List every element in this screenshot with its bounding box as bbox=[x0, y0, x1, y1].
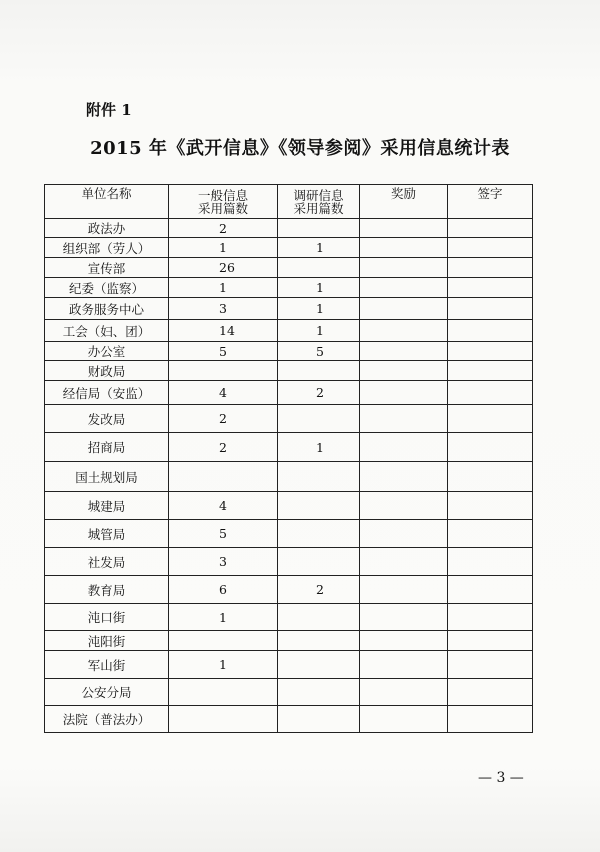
signature-cell bbox=[448, 651, 533, 679]
general-info-count-cell bbox=[169, 462, 278, 492]
table-row bbox=[45, 576, 533, 604]
research-info-count-cell bbox=[278, 604, 360, 631]
unit-name-cell: 宣传部 bbox=[45, 258, 169, 278]
reward-cell bbox=[360, 576, 448, 604]
general-info-count-cell bbox=[169, 631, 278, 651]
general-info-count-cell: 26 bbox=[169, 258, 278, 278]
research-info-count-cell: 2 bbox=[278, 576, 360, 604]
research-info-count-cell bbox=[278, 361, 360, 381]
header-research-info: 调研信息 采用篇数 bbox=[278, 185, 360, 219]
table-row bbox=[45, 361, 533, 381]
signature-cell bbox=[448, 405, 533, 433]
header-signature: 签字 bbox=[448, 185, 533, 219]
table-row bbox=[45, 548, 533, 576]
unit-name-cell: 城管局 bbox=[45, 520, 169, 548]
table-row bbox=[45, 342, 533, 361]
unit-name-cell: 政务服务中心 bbox=[45, 298, 169, 320]
attachment-label: 附件 1 bbox=[86, 101, 132, 119]
unit-name-cell: 政法办 bbox=[45, 219, 169, 238]
unit-name-cell: 发改局 bbox=[45, 405, 169, 433]
general-info-count-cell: 3 bbox=[169, 298, 278, 320]
unit-name-cell: 办公室 bbox=[45, 342, 169, 361]
general-info-count-cell: 1 bbox=[169, 238, 278, 258]
general-info-count-cell: 5 bbox=[169, 342, 278, 361]
signature-cell bbox=[448, 631, 533, 651]
table-row bbox=[45, 258, 533, 278]
general-info-count-cell: 4 bbox=[169, 381, 278, 405]
table-header-row bbox=[45, 185, 533, 219]
research-info-count-cell bbox=[278, 651, 360, 679]
table-row bbox=[45, 679, 533, 706]
reward-cell bbox=[360, 520, 448, 548]
reward-cell bbox=[360, 433, 448, 462]
signature-cell bbox=[448, 520, 533, 548]
reward-cell bbox=[360, 405, 448, 433]
statistics-table bbox=[44, 184, 533, 733]
research-info-count-cell bbox=[278, 462, 360, 492]
reward-cell bbox=[360, 706, 448, 733]
table-row bbox=[45, 631, 533, 651]
table-row bbox=[45, 706, 533, 733]
research-info-count-cell bbox=[278, 631, 360, 651]
research-info-count-cell: 1 bbox=[278, 320, 360, 342]
table-body bbox=[45, 219, 533, 733]
reward-cell bbox=[360, 238, 448, 258]
header-unit-name: 单位名称 bbox=[45, 185, 169, 219]
signature-cell bbox=[448, 238, 533, 258]
unit-name-cell: 招商局 bbox=[45, 433, 169, 462]
table-row bbox=[45, 651, 533, 679]
table-row bbox=[45, 219, 533, 238]
signature-cell bbox=[448, 706, 533, 733]
table-row bbox=[45, 278, 533, 298]
unit-name-cell: 教育局 bbox=[45, 576, 169, 604]
reward-cell bbox=[360, 462, 448, 492]
unit-name-cell: 军山街 bbox=[45, 651, 169, 679]
research-info-count-cell: 1 bbox=[278, 238, 360, 258]
research-info-count-cell bbox=[278, 679, 360, 706]
reward-cell bbox=[360, 651, 448, 679]
reward-cell bbox=[360, 381, 448, 405]
unit-name-cell: 公安分局 bbox=[45, 679, 169, 706]
unit-name-cell: 经信局（安监） bbox=[45, 381, 169, 405]
signature-cell bbox=[448, 361, 533, 381]
research-info-count-cell bbox=[278, 492, 360, 520]
reward-cell bbox=[360, 320, 448, 342]
research-info-count-cell bbox=[278, 548, 360, 576]
general-info-count-cell: 2 bbox=[169, 433, 278, 462]
unit-name-cell: 财政局 bbox=[45, 361, 169, 381]
table-row bbox=[45, 462, 533, 492]
table-row bbox=[45, 381, 533, 405]
reward-cell bbox=[360, 548, 448, 576]
signature-cell bbox=[448, 219, 533, 238]
unit-name-cell: 国土规划局 bbox=[45, 462, 169, 492]
reward-cell bbox=[360, 492, 448, 520]
general-info-count-cell bbox=[169, 706, 278, 733]
signature-cell bbox=[448, 320, 533, 342]
table-row bbox=[45, 604, 533, 631]
signature-cell bbox=[448, 679, 533, 706]
signature-cell bbox=[448, 381, 533, 405]
reward-cell bbox=[360, 219, 448, 238]
table-row bbox=[45, 405, 533, 433]
signature-cell bbox=[448, 492, 533, 520]
signature-cell bbox=[448, 258, 533, 278]
research-info-count-cell: 1 bbox=[278, 433, 360, 462]
header-general-info: 一般信息 采用篇数 bbox=[169, 185, 278, 219]
header-reward: 奖励 bbox=[360, 185, 448, 219]
unit-name-cell: 沌阳街 bbox=[45, 631, 169, 651]
table-row bbox=[45, 320, 533, 342]
research-info-count-cell: 2 bbox=[278, 381, 360, 405]
signature-cell bbox=[448, 604, 533, 631]
general-info-count-cell: 6 bbox=[169, 576, 278, 604]
table-row bbox=[45, 433, 533, 462]
signature-cell bbox=[448, 433, 533, 462]
research-info-count-cell: 1 bbox=[278, 298, 360, 320]
reward-cell bbox=[360, 278, 448, 298]
research-info-count-cell: 1 bbox=[278, 278, 360, 298]
signature-cell bbox=[448, 342, 533, 361]
signature-cell bbox=[448, 462, 533, 492]
general-info-count-cell: 3 bbox=[169, 548, 278, 576]
reward-cell bbox=[360, 679, 448, 706]
general-info-count-cell: 4 bbox=[169, 492, 278, 520]
reward-cell bbox=[360, 631, 448, 651]
research-info-count-cell bbox=[278, 219, 360, 238]
unit-name-cell: 组织部（劳人） bbox=[45, 238, 169, 258]
document-title: 2015 年《武开信息》《领导参阅》采用信息统计表 bbox=[90, 138, 510, 159]
reward-cell bbox=[360, 361, 448, 381]
unit-name-cell: 法院（普法办） bbox=[45, 706, 169, 733]
unit-name-cell: 纪委（监察） bbox=[45, 278, 169, 298]
table-row bbox=[45, 520, 533, 548]
general-info-count-cell: 5 bbox=[169, 520, 278, 548]
unit-name-cell: 城建局 bbox=[45, 492, 169, 520]
table-row bbox=[45, 298, 533, 320]
signature-cell bbox=[448, 576, 533, 604]
general-info-count-cell bbox=[169, 361, 278, 381]
general-info-count-cell bbox=[169, 679, 278, 706]
unit-name-cell: 沌口街 bbox=[45, 604, 169, 631]
research-info-count-cell bbox=[278, 520, 360, 548]
general-info-count-cell: 14 bbox=[169, 320, 278, 342]
general-info-count-cell: 1 bbox=[169, 278, 278, 298]
research-info-count-cell bbox=[278, 706, 360, 733]
table-row bbox=[45, 238, 533, 258]
unit-name-cell: 社发局 bbox=[45, 548, 169, 576]
reward-cell bbox=[360, 342, 448, 361]
page-number: — 3 — bbox=[478, 770, 524, 786]
general-info-count-cell: 1 bbox=[169, 604, 278, 631]
reward-cell bbox=[360, 258, 448, 278]
table-row bbox=[45, 492, 533, 520]
unit-name-cell: 工会（妇、团） bbox=[45, 320, 169, 342]
general-info-count-cell: 2 bbox=[169, 405, 278, 433]
signature-cell bbox=[448, 278, 533, 298]
signature-cell bbox=[448, 548, 533, 576]
reward-cell bbox=[360, 298, 448, 320]
research-info-count-cell bbox=[278, 258, 360, 278]
research-info-count-cell: 5 bbox=[278, 342, 360, 361]
research-info-count-cell bbox=[278, 405, 360, 433]
signature-cell bbox=[448, 298, 533, 320]
general-info-count-cell: 1 bbox=[169, 651, 278, 679]
general-info-count-cell: 2 bbox=[169, 219, 278, 238]
reward-cell bbox=[360, 604, 448, 631]
